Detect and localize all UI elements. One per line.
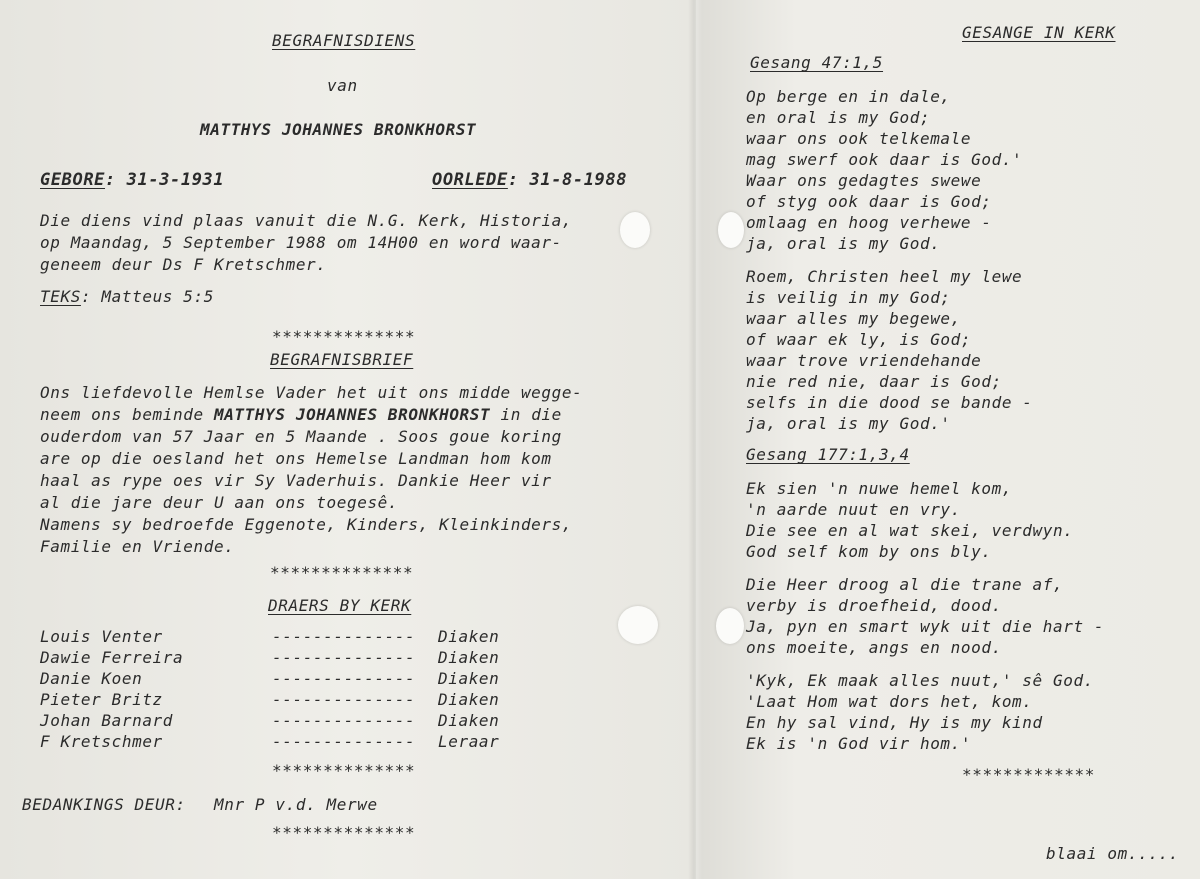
hymn-line: 'n aarde nuut en vry.	[746, 500, 961, 519]
service-line: op Maandag, 5 September 1988 om 14H00 en word waar-	[40, 233, 562, 252]
born-line	[40, 170, 224, 191]
hymn-line: En hy sal vind, Hy is my kind	[746, 713, 1043, 732]
service-title: BEGRAFNISDIENS	[272, 31, 416, 50]
hymn-line: Die see en al wat skei, verdwyn.	[746, 521, 1074, 540]
draer-name: Johan Barnard	[40, 711, 174, 730]
separator-stars: **************	[272, 823, 416, 842]
separator-stars: *************	[962, 765, 1096, 784]
died-date: : 31-8-1988	[507, 170, 628, 190]
died-label: OORLEDE	[432, 170, 508, 190]
bedankings-value: Mnr P v.d. Merwe	[214, 795, 378, 814]
hymn-line: verby is droefheid, dood.	[746, 596, 1002, 615]
punch-hole	[618, 606, 658, 644]
draer-role: Diaken	[438, 648, 500, 667]
hymn-line: Die Heer droog al die trane af,	[746, 575, 1064, 594]
brief-line-part: neem ons beminde	[40, 405, 204, 424]
separator-stars: **************	[272, 327, 416, 346]
hymn-line: 'Kyk, Ek maak alles nuut,' sê God.	[746, 671, 1094, 690]
brief-line: Ons liefdevolle Hemlse Vader het uit ons midde wegge-	[40, 383, 583, 402]
hymn-line: Ek sien 'n nuwe hemel kom,	[746, 479, 1013, 498]
punch-hole	[716, 608, 744, 644]
draer-role: Diaken	[438, 669, 500, 688]
draer-dash: --------------	[272, 627, 416, 646]
draer-dash: --------------	[272, 711, 416, 730]
hymn-line: Waar ons gedagtes swewe	[746, 171, 982, 190]
draer-role: Diaken	[438, 711, 500, 730]
draer-role: Diaken	[438, 690, 500, 709]
brief-line-part: in die	[500, 405, 562, 424]
brief-line: Namens sy bedroefde Eggenote, Kinders, Kleinkinders,	[40, 515, 573, 534]
draer-dash: --------------	[272, 732, 416, 751]
hymn1-title: Gesang 47:1,5	[750, 53, 884, 72]
brief-line	[40, 404, 562, 425]
hymn-line: of waar ek ly, is God;	[746, 330, 972, 349]
hymn-line: nie red nie, daar is God;	[746, 372, 1002, 391]
hymn-line: omlaag en hoog verhewe -	[746, 213, 992, 232]
hymn-line: is veilig in my God;	[746, 288, 951, 307]
draer-name: Danie Koen	[40, 669, 143, 688]
hymn-line: mag swerf ook daar is God.'	[746, 150, 1023, 169]
brief-line: haal as rype oes vir Sy Vaderhuis. Dankie Heer vir	[40, 471, 552, 490]
born-label: GEBORE	[40, 170, 106, 190]
hymn-line: 'Laat Hom wat dors het, kom.	[746, 692, 1033, 711]
hymn-line: ons moeite, angs en nood.	[746, 638, 1002, 657]
hymn-line: waar trove vriendehande	[746, 351, 982, 370]
draer-name: Pieter Britz	[40, 690, 163, 709]
brief-line: al die jare deur U aan ons toegesê.	[40, 493, 399, 512]
hymn-line: ja, oral is my God.	[746, 234, 941, 253]
hymn-line: Ek is 'n God vir hom.'	[746, 734, 972, 753]
hymn-line: of styg ook daar is God;	[746, 192, 992, 211]
hymn-line: ja, oral is my God.'	[746, 414, 951, 433]
hymn-line: God self kom by ons bly.	[746, 542, 992, 561]
teks-label: TEKS	[40, 287, 81, 306]
punch-hole	[718, 212, 744, 248]
brief-heading: BEGRAFNISBRIEF	[270, 350, 414, 369]
born-date: : 31-3-1931	[105, 170, 225, 190]
brief-deceased-name: MATTHYS JOHANNES BRONKHORST	[213, 405, 491, 424]
draers-heading: DRAERS BY KERK	[268, 596, 412, 615]
brief-line: ouderdom van 57 Jaar en 5 Maande . Soos goue koring	[40, 427, 562, 446]
draer-dash: --------------	[272, 669, 416, 688]
hymn-line: Ja, pyn en smart wyk uit die hart -	[746, 617, 1105, 636]
deceased-name: MATTHYS JOHANNES BRONKHORST	[200, 120, 477, 139]
service-line: geneem deur Ds F Kretschmer.	[40, 255, 327, 274]
draer-dash: --------------	[272, 690, 416, 709]
separator-stars: **************	[272, 761, 416, 780]
bedankings-label: BEDANKINGS DEUR:	[22, 795, 186, 814]
draer-name: Louis Venter	[40, 627, 163, 646]
hymn-line: Roem, Christen heel my lewe	[746, 267, 1023, 286]
teks-line	[40, 286, 214, 307]
draer-role: Diaken	[438, 627, 500, 646]
punch-hole	[620, 212, 650, 248]
hymn-line: waar ons ook telkemale	[746, 129, 972, 148]
hymn-line: selfs in die dood se bande -	[746, 393, 1033, 412]
teks-value: : Matteus 5:5	[80, 287, 214, 306]
brief-line: Familie en Vriende.	[40, 537, 235, 556]
died-line	[432, 170, 627, 191]
hymn-line: Op berge en in dale,	[746, 87, 951, 106]
draer-name: Dawie Ferreira	[40, 648, 184, 667]
draer-dash: --------------	[272, 648, 416, 667]
draer-name: F Kretschmer	[40, 732, 163, 751]
service-line: Die diens vind plaas vanuit die N.G. Kerk, Historia,	[40, 211, 573, 230]
hymns-heading: GESANGE IN KERK	[962, 23, 1116, 42]
brief-line: are op die oesland het ons Hemelse Landman hom kom	[40, 449, 552, 468]
hymn-line: en oral is my God;	[746, 108, 931, 127]
turn-over-note: blaai om.....	[1046, 844, 1180, 863]
draer-role: Leraar	[438, 732, 500, 751]
van-text: van	[327, 76, 358, 95]
page-fold	[688, 0, 702, 879]
hymn-line: waar alles my begewe,	[746, 309, 961, 328]
separator-stars: **************	[270, 563, 414, 582]
hymn2-title: Gesang 177:1,3,4	[746, 445, 910, 464]
